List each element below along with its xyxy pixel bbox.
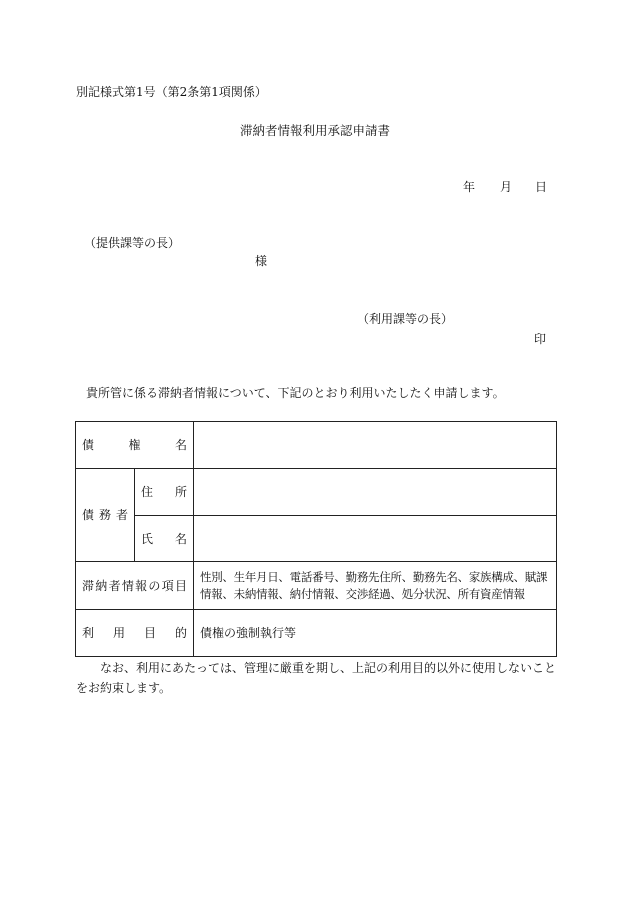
debtor-address-row	[76, 469, 557, 516]
address-char: 所	[175, 485, 188, 499]
info-items-char: 納	[95, 578, 108, 593]
info-items-char: 報	[135, 578, 148, 593]
closing-statement	[76, 658, 560, 698]
claim-name-row	[76, 422, 557, 469]
date-day-label: 日	[535, 180, 548, 194]
claim-name-label-cell	[76, 422, 194, 469]
info-items-char: の	[148, 578, 161, 593]
info-items-char: 滞	[82, 578, 95, 593]
claim-name-char: 権	[128, 438, 141, 452]
purpose-char: 的	[175, 626, 188, 640]
info-items-char: 項	[161, 578, 174, 593]
purpose-row	[76, 610, 557, 657]
request-statement: 貴所管に係る滞納者情報について、下記のとおり利用いたしたく申請します。	[86, 386, 505, 400]
purpose-value-cell: 債権の強制執行等	[194, 610, 557, 657]
claim-name-char: 名	[175, 438, 188, 452]
name-char: 氏	[141, 531, 154, 546]
application-table	[75, 421, 557, 657]
debtor-char: 務	[98, 508, 111, 522]
date-year-label: 年	[463, 180, 476, 194]
seal-mark: 印	[534, 332, 547, 346]
info-items-row	[76, 562, 557, 610]
closing-line-1: なお、利用にあたっては、管理に厳重を期し、上記の利用目的以外に使用しないこと	[100, 661, 557, 675]
addressee-label: （提供課等の長）	[84, 236, 181, 250]
form-number-label: 別記様式第1号（第2条第1項関係）	[76, 85, 267, 99]
name-char: 名	[175, 531, 188, 546]
debtor-char: 債	[82, 508, 95, 522]
info-items-value-cell: 性別、生年月日、電話番号、勤務先住所、勤務先名、家族構成、賦課情報、未納情報、納付情報、交渉経過、処分状況、所有資産情報	[194, 562, 557, 610]
address-char: 住	[141, 485, 154, 499]
debtor-label-cell	[76, 469, 135, 562]
document-title: 滞納者情報利用承認申請書	[239, 123, 390, 138]
closing-line-2: をお約束します。	[76, 681, 172, 695]
claim-name-char: 債	[82, 438, 95, 452]
info-items-char: 者	[108, 578, 121, 593]
purpose-char: 用	[113, 626, 126, 640]
address-label-cell	[135, 469, 194, 516]
date-month-label: 月	[500, 180, 513, 194]
info-items-label-cell	[76, 562, 194, 610]
claim-name-value-cell[interactable]	[194, 422, 557, 469]
info-items-char: 情	[121, 578, 134, 593]
purpose-char: 目	[144, 626, 157, 640]
info-items-char: 目	[174, 578, 187, 593]
debtor-name-row	[76, 516, 557, 562]
debtor-char: 者	[115, 508, 128, 522]
honorific-sama: 様	[255, 254, 268, 268]
purpose-label-cell	[76, 610, 194, 657]
address-value-cell[interactable]	[194, 469, 557, 516]
purpose-char: 利	[82, 626, 95, 640]
name-value-cell[interactable]	[194, 516, 557, 562]
name-label-cell	[135, 516, 194, 562]
applicant-label: （利用課等の長）	[357, 312, 454, 326]
